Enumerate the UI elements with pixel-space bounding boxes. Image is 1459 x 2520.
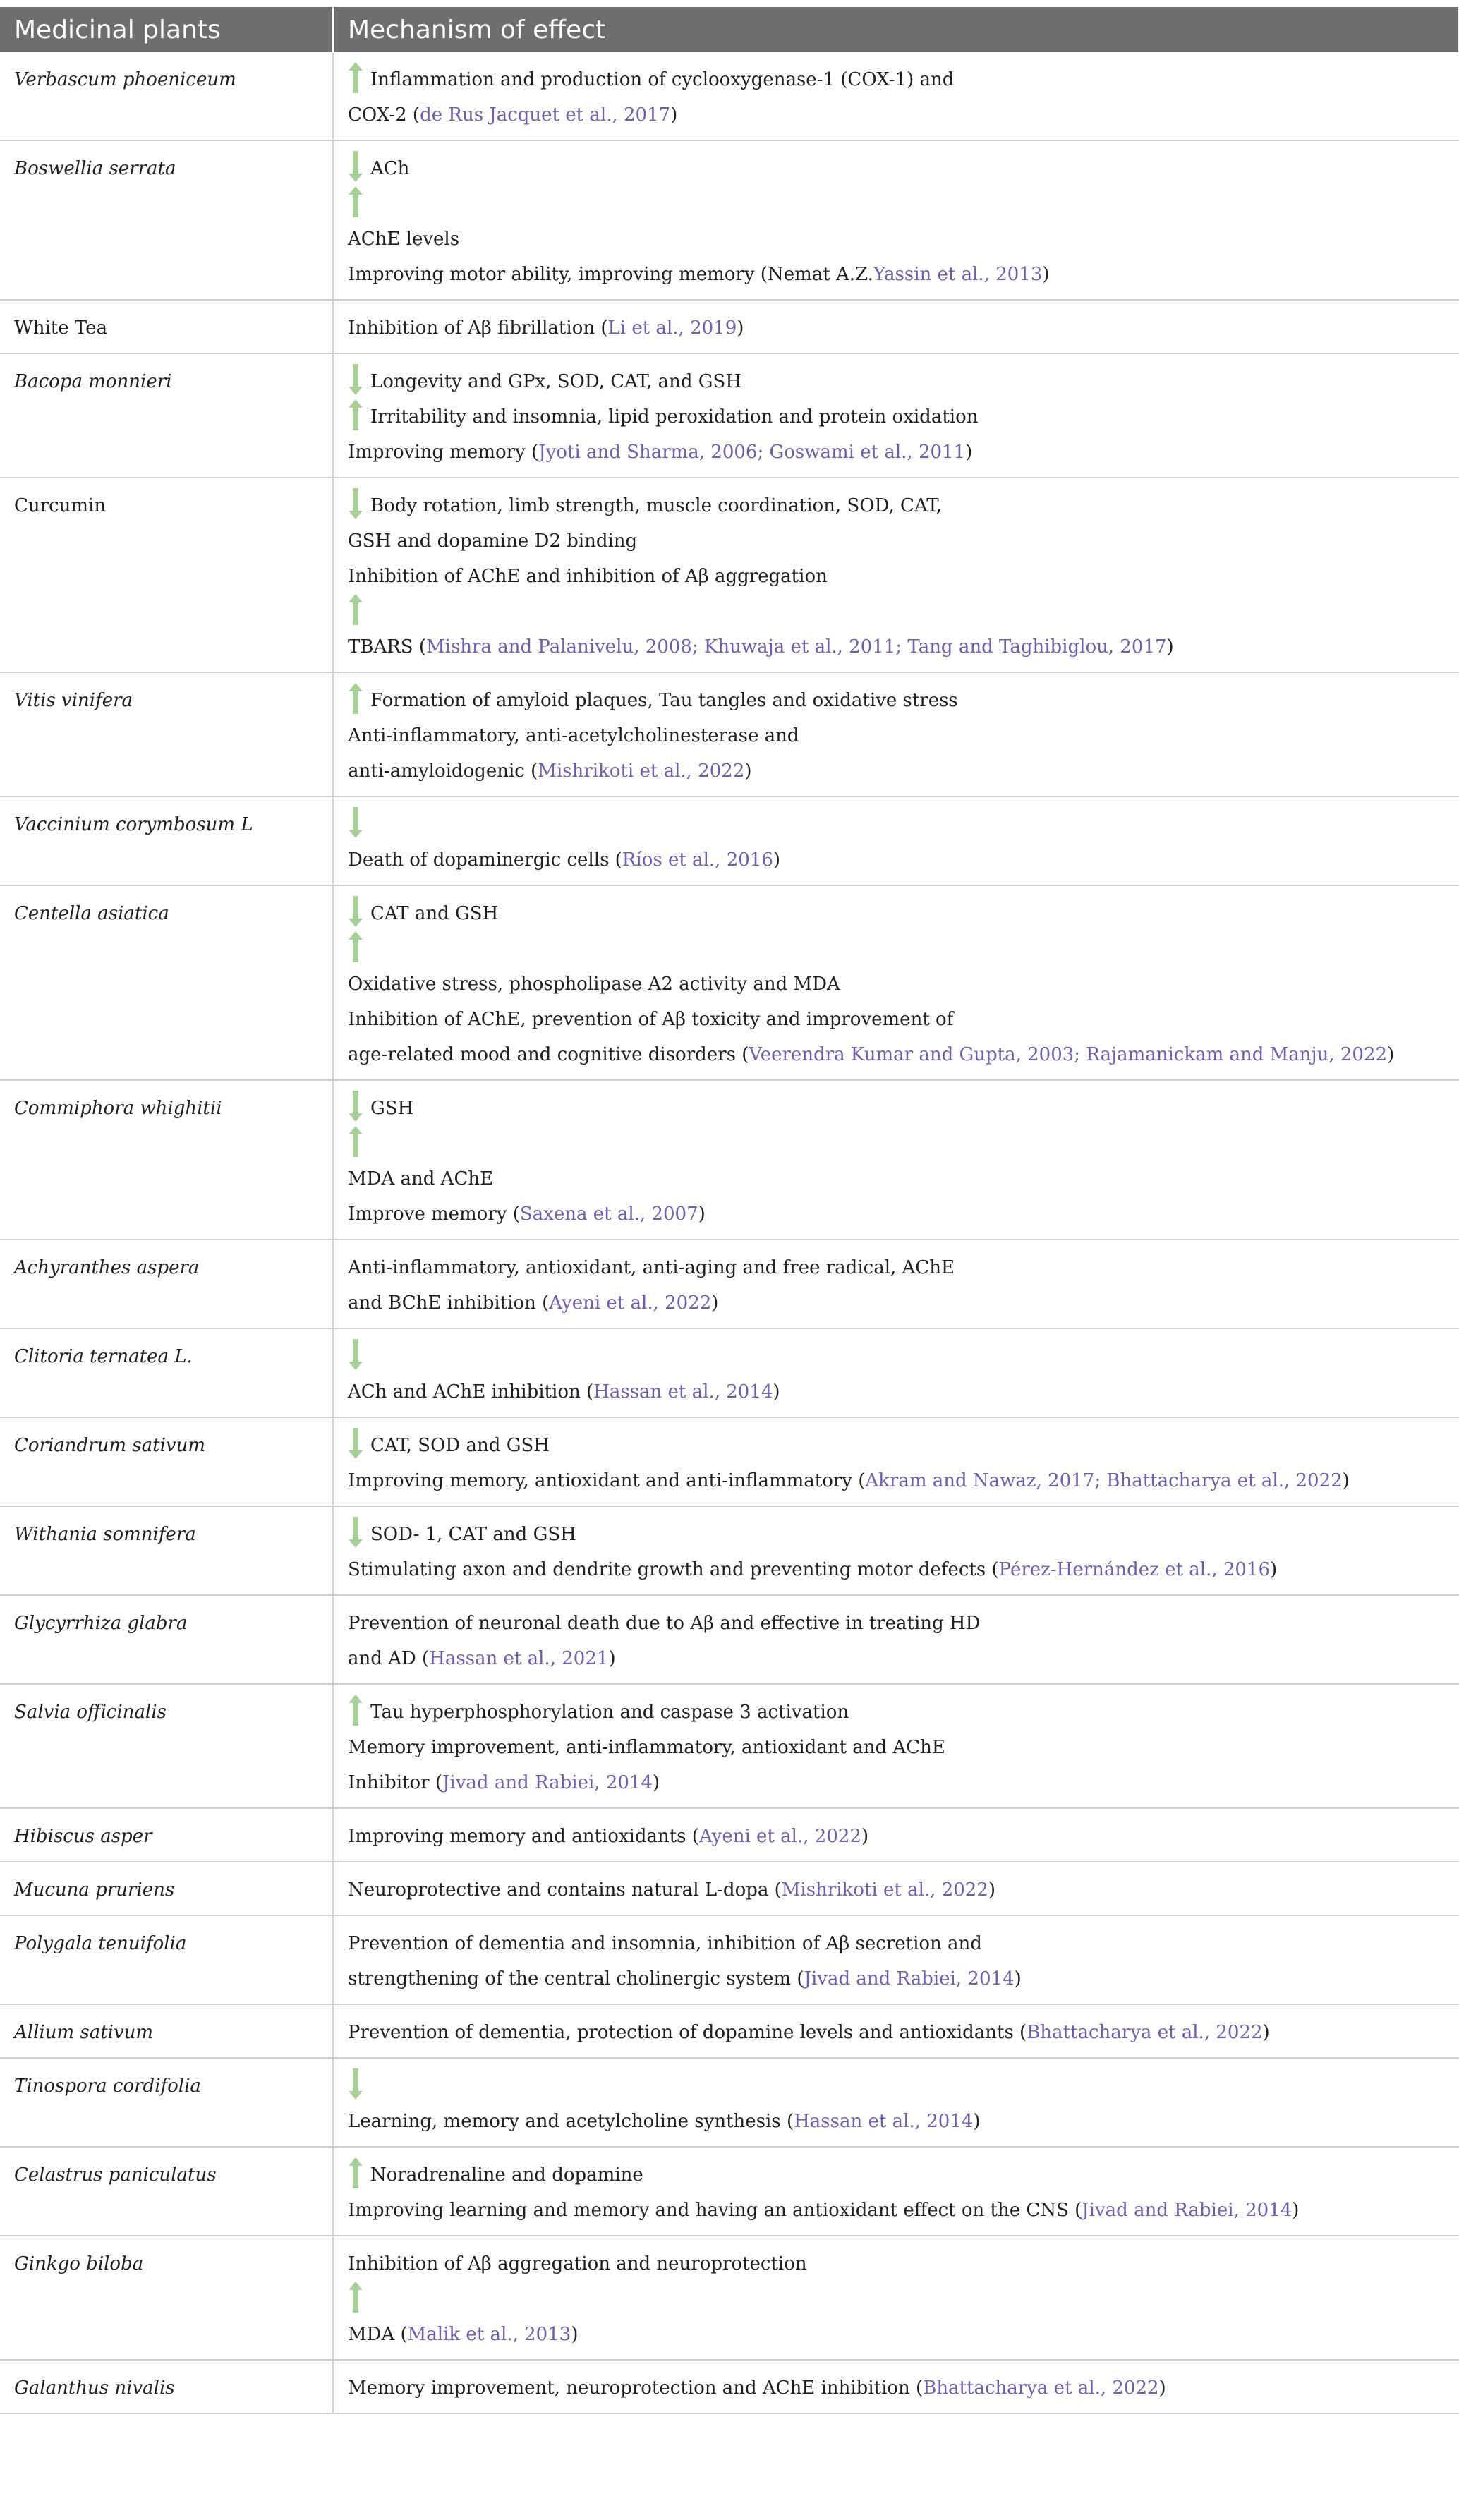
mechanism-line: [348, 186, 1445, 222]
table-row: [0, 796, 1459, 885]
mechanism-line: [348, 842, 1445, 878]
reference-link[interactable]: Ríos et al., 2016: [622, 849, 773, 871]
mechanism-line: [348, 62, 1445, 97]
mechanism-text: and AD (: [348, 1648, 430, 1669]
reference-link[interactable]: Ayeni et al., 2022: [549, 1292, 712, 1314]
mechanism-text: MDA (: [348, 2324, 408, 2345]
up-arrow-icon: [348, 2282, 363, 2313]
mechanism-line: [348, 1552, 1445, 1587]
reference-close: ): [1342, 1470, 1350, 1491]
mechanism-line: [348, 896, 1445, 931]
mechanism-cell: [333, 1915, 1459, 2004]
plant-name: Glycyrrhiza glabra: [0, 1595, 333, 1684]
reference-close: ): [1042, 264, 1050, 285]
reference-close: ): [737, 317, 744, 339]
plant-name: Ginkgo biloba: [0, 2236, 333, 2360]
down-arrow-icon: [348, 364, 363, 395]
plant-name: Verbascum phoeniceum: [0, 52, 333, 140]
reference-close: ): [608, 1648, 616, 1669]
mechanism-cell: [333, 1240, 1459, 1328]
mechanism-line: [348, 1926, 1445, 1961]
header-mechanism-of-effect: Mechanism of effect: [333, 7, 1459, 52]
up-arrow-icon: [348, 594, 363, 625]
mechanism-text: CAT and GSH: [370, 903, 499, 924]
plant-name: Clitoria ternatea L.: [0, 1328, 333, 1417]
mechanism-line: [348, 683, 1445, 718]
reference-link[interactable]: Pérez-Hernández et al., 2016: [998, 1559, 1271, 1580]
plant-name: Boswellia serrata: [0, 140, 333, 300]
reference-close: ): [1292, 2200, 1300, 2221]
up-arrow-icon: [348, 399, 363, 430]
mechanism-line: [348, 2317, 1445, 2352]
mechanism-cell: [333, 2004, 1459, 2058]
mechanism-line: [348, 1161, 1445, 1197]
down-arrow-icon: [348, 1517, 363, 1548]
table-row: [0, 1328, 1459, 1417]
mechanism-cell: [333, 1417, 1459, 1506]
mechanism-line: [348, 931, 1445, 967]
down-arrow-icon: [348, 151, 363, 182]
reference-close: ): [861, 1826, 869, 1847]
mechanism-line: [348, 222, 1445, 257]
mechanism-line: [348, 1428, 1445, 1463]
reference-close: ): [1014, 1968, 1022, 1989]
mechanism-text: Improving memory and antioxidants (: [348, 1826, 699, 1847]
mechanism-text: anti-amyloidogenic (: [348, 761, 538, 782]
mechanism-text: strengthening of the central cholinergic system (: [348, 1968, 804, 1989]
up-arrow-icon: [348, 683, 363, 714]
mechanism-line: [348, 753, 1445, 789]
mechanism-text: Prevention of neuronal death due to Aβ and effective in treating HD: [348, 1613, 981, 1634]
mechanism-text: Tau hyperphosphorylation and caspase 3 activation: [370, 1702, 849, 1723]
mechanism-text: age-related mood and cognitive disorders (: [348, 1044, 749, 1065]
mechanism-text: Learning, memory and acetylcholine synthesis (: [348, 2111, 794, 2132]
reference-link[interactable]: Yassin et al., 2013: [873, 264, 1043, 285]
reference-link[interactable]: Malik et al., 2013: [407, 2324, 571, 2345]
reference-link[interactable]: Hassan et al., 2021: [429, 1648, 609, 1669]
table-row: [0, 1684, 1459, 1808]
mechanism-line: [348, 1250, 1445, 1285]
mechanism-cell: [333, 353, 1459, 478]
plant-name: Coriandrum sativum: [0, 1417, 333, 1506]
reference-link[interactable]: Li et al., 2019: [607, 317, 737, 339]
plant-name: Tinospora cordifolia: [0, 2058, 333, 2147]
mechanism-cell: [333, 2147, 1459, 2236]
mechanism-line: [348, 1374, 1445, 1410]
reference-link[interactable]: Bhattacharya et al., 2022: [923, 2377, 1159, 2399]
plant-name: Withania somnifera: [0, 1506, 333, 1595]
reference-link[interactable]: Mishrikoti et al., 2022: [781, 1879, 988, 1901]
table-row: [0, 2058, 1459, 2147]
mechanism-text: Death of dopaminergic cells (: [348, 849, 622, 871]
mechanism-text: ACh and AChE inhibition (: [348, 1381, 594, 1403]
mechanism-text: Irritability and insomnia, lipid peroxidation and protein oxidation: [370, 406, 979, 428]
up-arrow-icon: [348, 1126, 363, 1157]
mechanism-line: [348, 1037, 1445, 1072]
mechanism-line: [348, 364, 1445, 399]
reference-close: ): [670, 104, 678, 126]
down-arrow-icon: [348, 896, 363, 927]
table-row: [0, 140, 1459, 300]
up-arrow-icon: [348, 2157, 363, 2188]
mechanism-text: Oxidative stress, phospholipase A2 activity and MDA: [348, 974, 840, 995]
table-row: [0, 1080, 1459, 1240]
mechanism-line: [348, 1126, 1445, 1161]
plant-name: Galanthus nivalis: [0, 2360, 333, 2413]
reference-close: ): [973, 2111, 981, 2132]
mechanism-line: [348, 1641, 1445, 1676]
mechanism-text: and BChE inhibition (: [348, 1292, 550, 1314]
reference-link[interactable]: Ayeni et al., 2022: [698, 1826, 861, 1847]
mechanism-cell: [333, 1684, 1459, 1808]
reference-link[interactable]: Saxena et al., 2007: [519, 1204, 698, 1225]
plants-table: [0, 7, 1459, 2414]
mechanism-line: [348, 1730, 1445, 1765]
mechanism-line: [348, 1339, 1445, 1374]
reference-link[interactable]: Jivad and Rabiei, 2014: [804, 1968, 1015, 1989]
reference-close: ): [744, 761, 752, 782]
mechanism-text: CAT, SOD and GSH: [370, 1435, 550, 1456]
plant-name: Polygala tenuifolia: [0, 1915, 333, 2004]
mechanism-cell: [333, 300, 1459, 353]
mechanism-cell: [333, 140, 1459, 300]
table-row: [0, 478, 1459, 672]
mechanism-text: Inhibition of AChE, prevention of Aβ toxicity and improvement of: [348, 1009, 954, 1030]
mechanism-text: GSH: [370, 1098, 414, 1119]
mechanism-line: [348, 629, 1445, 665]
up-arrow-icon: [348, 1695, 363, 1726]
mechanism-cell: [333, 2236, 1459, 2360]
mechanism-line: [348, 1606, 1445, 1641]
table-row: [0, 300, 1459, 353]
reference-close: ): [1158, 2377, 1166, 2399]
mechanism-line: [348, 1285, 1445, 1321]
table-header-row: [0, 7, 1459, 52]
mechanism-text: Improving memory, antioxidant and anti-inflammatory (: [348, 1470, 866, 1491]
plant-name: Vaccinium corymbosum L: [0, 796, 333, 885]
mechanism-text: MDA and AChE: [348, 1168, 494, 1189]
plant-name: Bacopa monnieri: [0, 353, 333, 478]
mechanism-line: [348, 1463, 1445, 1498]
mechanism-line: [348, 523, 1445, 559]
mechanism-line: [348, 559, 1445, 594]
mechanism-text: Body rotation, limb strength, muscle coordination, SOD, CAT,: [370, 495, 943, 516]
mechanism-text: ACh: [370, 158, 410, 179]
down-arrow-icon: [348, 2068, 363, 2100]
reference-close: ): [711, 1292, 719, 1314]
mechanism-cell: [333, 2360, 1459, 2413]
mechanism-text: Neuroprotective and contains natural L-dopa (: [348, 1879, 782, 1901]
mechanism-text: Improving motor ability, improving memory (Nemat A.Z.: [348, 264, 873, 285]
mechanism-line: [348, 1091, 1445, 1126]
mechanism-line: [348, 2104, 1445, 2139]
table-row: [0, 885, 1459, 1080]
up-arrow-icon: [348, 62, 363, 93]
mechanism-line: [348, 967, 1445, 1002]
table-row: [0, 672, 1459, 796]
mechanism-line: [348, 2015, 1445, 2050]
plant-name: Achyranthes aspera: [0, 1240, 333, 1328]
reference-link[interactable]: Veerendra Kumar and Gupta, 2003; Rajamanickam and Manju, 2022: [749, 1044, 1388, 1065]
down-arrow-icon: [348, 1428, 363, 1459]
table-row: [0, 353, 1459, 478]
mechanism-line: [348, 2068, 1445, 2104]
down-arrow-icon: [348, 807, 363, 838]
mechanism-text: Memory improvement, neuroprotection and AChE inhibition (: [348, 2377, 924, 2399]
mechanism-text: Improve memory (: [348, 1204, 520, 1225]
mechanism-line: [348, 2282, 1445, 2317]
mechanism-text: Inhibitor (: [348, 1772, 442, 1793]
mechanism-cell: [333, 885, 1459, 1080]
mechanism-text: Inflammation and production of cyclooxygenase-1 (COX-1) and: [370, 69, 955, 90]
mechanism-text: Prevention of dementia, protection of dopamine levels and antioxidants (: [348, 2022, 1027, 2043]
mechanism-cell: [333, 672, 1459, 796]
reference-close: ): [965, 442, 973, 463]
reference-close: ): [773, 1381, 780, 1403]
reference-close: ): [653, 1772, 660, 1793]
plant-name: Vitis vinifera: [0, 672, 333, 796]
plant-name: Curcumin: [0, 478, 333, 672]
mechanism-text: Noradrenaline and dopamine: [370, 2164, 643, 2186]
mechanism-cell: [333, 1506, 1459, 1595]
mechanism-line: [348, 2193, 1445, 2228]
mechanism-text: Stimulating axon and dendrite growth and preventing motor defects (: [348, 1559, 999, 1580]
mechanism-line: [348, 399, 1445, 435]
mechanism-cell: [333, 1862, 1459, 1915]
mechanism-cell: [333, 796, 1459, 885]
mechanism-line: [348, 2370, 1445, 2406]
reference-close: ): [1270, 1559, 1278, 1580]
mechanism-line: [348, 488, 1445, 523]
reference-link[interactable]: Hassan et al., 2014: [593, 1381, 773, 1403]
mechanism-line: [348, 1961, 1445, 1997]
mechanism-line: [348, 1002, 1445, 1037]
table-row: [0, 1808, 1459, 1862]
mechanism-cell: [333, 478, 1459, 672]
mechanism-line: [348, 1197, 1445, 1232]
table-row: [0, 2236, 1459, 2360]
reference-link[interactable]: Akram and Nawaz, 2017; Bhattacharya et al., 2022: [865, 1470, 1343, 1491]
table-row: [0, 1417, 1459, 1506]
mechanism-line: [348, 594, 1445, 629]
table-row: [0, 1506, 1459, 1595]
mechanism-text: COX-2 (: [348, 104, 420, 126]
mechanism-cell: [333, 52, 1459, 140]
reference-close: ): [698, 1204, 706, 1225]
mechanism-text: Prevention of dementia and insomnia, inhibition of Aβ secretion and: [348, 1933, 982, 1954]
mechanism-text: Inhibition of Aβ aggregation and neuroprotection: [348, 2253, 807, 2274]
mechanism-text: AChE levels: [348, 229, 460, 250]
mechanism-line: [348, 807, 1445, 842]
reference-close: ): [1262, 2022, 1270, 2043]
mechanism-line: [348, 1819, 1445, 1854]
plant-name: Mucuna pruriens: [0, 1862, 333, 1915]
reference-close: ): [571, 2324, 579, 2345]
reference-close: ): [988, 1879, 996, 1901]
plant-name: Commiphora whighitii: [0, 1080, 333, 1240]
mechanism-line: [348, 310, 1445, 346]
mechanism-text: Anti-inflammatory, antioxidant, anti-aging and free radical, AChE: [348, 1257, 955, 1278]
down-arrow-icon: [348, 1091, 363, 1122]
mechanism-cell: [333, 1595, 1459, 1684]
mechanism-line: [348, 151, 1445, 186]
mechanism-cell: [333, 1328, 1459, 1417]
plant-name: Centella asiatica: [0, 885, 333, 1080]
plant-name: Celastrus paniculatus: [0, 2147, 333, 2236]
reference-link[interactable]: Jivad and Rabiei, 2014: [1082, 2200, 1292, 2221]
reference-close: ): [1387, 1044, 1395, 1065]
mechanism-text: Inhibition of Aβ fibrillation (: [348, 317, 608, 339]
mechanism-text: GSH and dopamine D2 binding: [348, 531, 638, 552]
mechanism-text: Longevity and GPx, SOD, CAT, and GSH: [370, 371, 741, 392]
mechanism-cell: [333, 1808, 1459, 1862]
reference-link[interactable]: de Rus Jacquet et al., 2017: [420, 104, 671, 126]
mechanism-line: [348, 97, 1445, 133]
mechanism-text: Memory improvement, anti-inflammatory, antioxidant and AChE: [348, 1737, 945, 1758]
plant-name: Salvia officinalis: [0, 1684, 333, 1808]
down-arrow-icon: [348, 488, 363, 519]
mechanism-text: Anti-inflammatory, anti-acetylcholinesterase and: [348, 725, 799, 746]
table-row: [0, 2360, 1459, 2413]
mechanism-cell: [333, 2058, 1459, 2147]
reference-close: ): [773, 849, 781, 871]
plant-name: Hibiscus asper: [0, 1808, 333, 1862]
mechanism-text: Inhibition of AChE and inhibition of Aβ aggregation: [348, 566, 828, 587]
up-arrow-icon: [348, 186, 363, 217]
reference-link[interactable]: Jivad and Rabiei, 2014: [442, 1772, 653, 1793]
mechanism-line: [348, 1872, 1445, 1908]
table-row: [0, 2147, 1459, 2236]
reference-link[interactable]: Mishra and Palanivelu, 2008; Khuwaja et al., 2011; Tang and Taghibiglou, 2017: [426, 636, 1167, 658]
table-row: [0, 1240, 1459, 1328]
mechanism-text: Formation of amyloid plaques, Tau tangles and oxidative stress: [370, 690, 958, 711]
reference-link[interactable]: Jyoti and Sharma, 2006; Goswami et al., 2011: [538, 442, 966, 463]
mechanism-line: [348, 2246, 1445, 2282]
header-medicinal-plants: Medicinal plants: [0, 7, 333, 52]
table-row: [0, 2004, 1459, 2058]
mechanism-line: [348, 1695, 1445, 1730]
mechanism-line: [348, 1765, 1445, 1800]
reference-link[interactable]: Bhattacharya et al., 2022: [1027, 2022, 1263, 2043]
mechanism-text: Improving learning and memory and having an antioxidant effect on the CNS (: [348, 2200, 1082, 2221]
table-row: [0, 52, 1459, 140]
plant-name: Allium sativum: [0, 2004, 333, 2058]
mechanism-line: [348, 2157, 1445, 2193]
reference-link[interactable]: Hassan et al., 2014: [794, 2111, 974, 2132]
mechanism-text: Improving memory (: [348, 442, 539, 463]
down-arrow-icon: [348, 1339, 363, 1370]
plant-name: White Tea: [0, 300, 333, 353]
mechanism-text: TBARS (: [348, 636, 427, 658]
table-row: [0, 1915, 1459, 2004]
mechanism-line: [348, 718, 1445, 753]
mechanism-cell: [333, 1080, 1459, 1240]
mechanism-line: [348, 257, 1445, 292]
reference-close: ): [1166, 636, 1174, 658]
table-row: [0, 1862, 1459, 1915]
up-arrow-icon: [348, 931, 363, 962]
mechanism-line: [348, 1517, 1445, 1552]
table-row: [0, 1595, 1459, 1684]
reference-link[interactable]: Mishrikoti et al., 2022: [538, 761, 745, 782]
mechanism-line: [348, 435, 1445, 470]
mechanism-text: SOD- 1, CAT and GSH: [370, 1524, 576, 1545]
